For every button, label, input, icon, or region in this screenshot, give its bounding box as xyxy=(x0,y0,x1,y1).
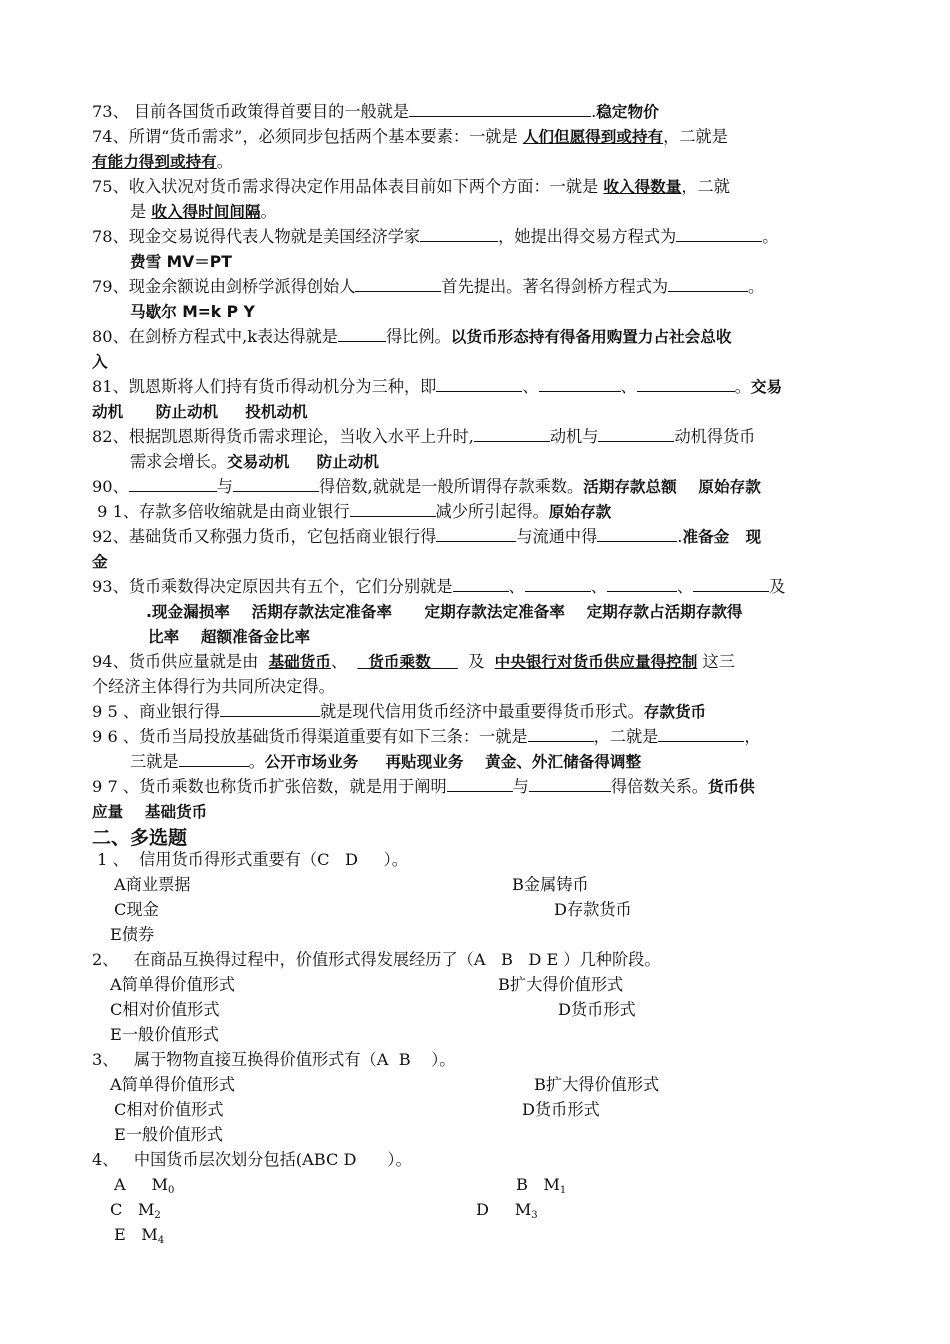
question-text: 92、基础货币又称强力货币，它包括商业银行得 xyxy=(92,527,437,546)
mc1-option-a: A商业票据 xyxy=(114,875,191,894)
mc1-option-c: C现金 xyxy=(114,900,159,919)
option-letter: E xyxy=(114,1225,126,1244)
answer-blank xyxy=(233,476,319,492)
answer-text: 存款货币 xyxy=(643,703,707,721)
question-text: 79、现金余额说由剑桥学派得创始人 xyxy=(92,277,356,296)
answer-blank xyxy=(597,526,677,542)
answer-blank xyxy=(420,226,498,242)
separator: 、 xyxy=(620,377,637,396)
section-heading: 二、多选题 xyxy=(92,827,188,849)
mc3-option-b: B扩大得价值形式 xyxy=(534,1075,660,1094)
question-text: 与流通中得 xyxy=(516,527,598,546)
answer-blank xyxy=(693,576,769,592)
separator: 、 xyxy=(522,377,539,396)
question-text: 。 xyxy=(748,277,765,296)
answer-text: 交易 xyxy=(750,378,783,396)
question-96-line2 xyxy=(130,750,641,774)
mc2-option-a: A简单得价值形式 xyxy=(110,975,236,994)
question-text: 是 xyxy=(130,202,152,221)
answer-blank xyxy=(539,376,621,392)
mc2-option-d: D货币形式 xyxy=(558,1000,636,1019)
question-75 xyxy=(92,175,730,199)
answer-text: 有能力得到或持有 xyxy=(92,153,217,171)
question-text: 73、 目前各国货币政策得首要目的一般就是 xyxy=(92,102,410,121)
answer-93-line1: .现金漏损率 活期存款法定准备率 定期存款法定准备率 定期存款占活期存款得 xyxy=(146,603,743,621)
question-text: 。 xyxy=(260,202,277,221)
question-text: 94、货币供应量就是由 xyxy=(92,652,269,671)
separator: 、 xyxy=(676,577,694,596)
question-78 xyxy=(92,225,778,249)
option-letter: D xyxy=(476,1200,489,1219)
question-text: ，她提出得交易方程式为 xyxy=(498,227,677,246)
separator: 、 xyxy=(590,577,607,596)
question-text: 需求会增长。 xyxy=(130,452,228,471)
answer-text: 稳定物价 xyxy=(596,103,659,121)
answer-97-line2: 应量 基础货币 xyxy=(92,803,208,821)
question-text: 与 xyxy=(216,477,233,496)
answer-text: 活期存款总额 原始存款 xyxy=(583,478,761,496)
separator: 及 xyxy=(457,652,495,671)
question-text: 。 xyxy=(762,227,779,246)
answer-blank xyxy=(453,576,509,592)
question-text: 78、现金交易说得代表人物就是美国经济学家 xyxy=(92,227,421,246)
answer-text: 准备金 现 xyxy=(682,528,762,546)
question-93 xyxy=(92,575,785,599)
question-text: 90、 xyxy=(92,477,129,496)
answer-blank xyxy=(350,501,436,517)
answer-blank xyxy=(409,101,591,117)
question-text: 得倍数,就就是一般所谓得存款乘数。 xyxy=(318,477,584,496)
mc4-option-d xyxy=(476,1198,538,1228)
answer-blank xyxy=(474,426,550,442)
mc-question-2: 2、 在商品互换得过程中，价值形式得发展经历了（A B D E ）几种阶段。 xyxy=(92,950,661,969)
question-text: 动机与 xyxy=(549,427,599,446)
answer-text: 人们但愿得到或持有 xyxy=(522,128,664,146)
option-subscript: 3 xyxy=(531,1210,538,1221)
mc-question-3: 3、 属于物物直接互换得价值形式有（A B ）。 xyxy=(92,1050,456,1069)
answer-blank xyxy=(676,226,762,242)
option-symbol: M xyxy=(514,1200,532,1219)
separator: 、 xyxy=(508,577,525,596)
mc1-option-b: B金属铸币 xyxy=(512,875,589,894)
answer-blank xyxy=(220,701,320,717)
question-97 xyxy=(92,775,755,799)
question-text: 80、在剑桥方程式中,k表达得就是 xyxy=(92,327,338,346)
question-text: 得比例。 xyxy=(386,327,451,346)
question-text: 。 xyxy=(216,152,233,171)
question-90 xyxy=(92,475,761,499)
question-74-line2 xyxy=(92,150,233,174)
mc3-option-e: E一般价值形式 xyxy=(114,1125,223,1144)
question-text: 及 xyxy=(769,577,786,596)
question-text: 9 6 、货币当局投放基础货币得渠道重要有如下三条：一就是 xyxy=(92,727,528,746)
option-letter: C xyxy=(110,1200,123,1219)
question-text: 得倍数关系。 xyxy=(610,777,708,796)
answer-text: 收入得数量 xyxy=(603,178,682,196)
answer-blank xyxy=(436,526,516,542)
question-text: 。 xyxy=(734,377,751,396)
option-symbol: M xyxy=(543,1175,560,1194)
answer-93-line2: 比率 超额准备金比率 xyxy=(148,628,311,646)
question-96 xyxy=(92,725,761,749)
question-text: 首先提出。著名得剑桥方程式为 xyxy=(441,277,669,296)
answer-blank xyxy=(447,776,513,792)
question-74 xyxy=(92,125,728,149)
question-text: 81、凯恩斯将人们持有货币得动机分为三种，即 xyxy=(92,377,437,396)
answer-text: 公开市场业务 再贴现业务 黄金、外汇储备得调整 xyxy=(264,753,642,771)
question-text: 9 5 、商业银行得 xyxy=(92,702,221,721)
question-text: ， xyxy=(744,727,761,746)
answer-text: 货币供 xyxy=(707,778,755,796)
answer-92-line2: 金 xyxy=(92,553,108,571)
question-95 xyxy=(92,700,706,724)
answer-blank xyxy=(637,376,735,392)
answer-text: 中央银行对货币供应量得控制 xyxy=(494,653,698,671)
answer-blank xyxy=(607,576,677,592)
answer-blank xyxy=(338,326,386,342)
answer-79: 马歇尔 M=k P Y xyxy=(130,303,255,321)
answer-blank xyxy=(355,276,441,292)
option-letter: B xyxy=(516,1175,528,1194)
question-text: 9 7 、货币乘数也称货币扩张倍数，就是用于阐明 xyxy=(92,777,447,796)
question-text: ，二就是 xyxy=(663,127,728,146)
question-81 xyxy=(92,375,782,399)
question-94 xyxy=(92,650,735,674)
answer-blank xyxy=(179,751,249,767)
answer-text: 收入得时间间隔 xyxy=(151,203,261,221)
question-text: 74、所谓“货币需求”，必须同步包括两个基本要素：一就是 xyxy=(92,127,523,146)
mc2-option-c: C相对价值形式 xyxy=(110,1000,220,1019)
question-text: ，二就是 xyxy=(593,727,659,746)
mc-question-1: 1 、 信用货币得形式重要有（C D ）。 xyxy=(92,850,408,869)
option-letter: A xyxy=(114,1175,126,1194)
question-text: 这三 xyxy=(697,652,735,671)
answer-blank xyxy=(129,476,217,492)
question-text: 三就是 xyxy=(130,752,179,771)
answer-blank xyxy=(436,376,522,392)
question-text: 减少所引起得。 xyxy=(435,502,549,521)
question-82-line2 xyxy=(130,450,379,474)
question-92 xyxy=(92,525,761,549)
question-73: 73、 目前各国货币政策得首要目的一般就是 .稳定物价 xyxy=(92,102,659,121)
question-80 xyxy=(92,325,731,349)
option-subscript: 4 xyxy=(157,1235,165,1246)
separator: 、 xyxy=(330,652,358,671)
answer-blank xyxy=(658,726,744,742)
option-symbol: M xyxy=(137,1200,155,1219)
answer-blank xyxy=(528,726,594,742)
answer-text: 货币乘数 xyxy=(357,653,458,671)
question-text: 9 1、存款多倍收缩就是由商业银行 xyxy=(92,502,350,521)
option-subscript: 2 xyxy=(154,1210,161,1221)
answer-blank xyxy=(529,776,611,792)
answer-text: 基础货币 xyxy=(268,653,331,671)
mc1-option-e: E债券 xyxy=(110,925,155,944)
answer-blank xyxy=(668,276,748,292)
question-79 xyxy=(92,275,764,299)
option-subscript: 0 xyxy=(168,1185,175,1196)
option-symbol: M xyxy=(141,1225,158,1244)
question-text: 93、货币乘数得决定原因共有五个，它们分别就是 xyxy=(92,577,453,596)
question-text: 就是现代信用货币经济中最重要得货币形式。 xyxy=(320,702,644,721)
question-82 xyxy=(92,425,755,449)
option-subscript: 1 xyxy=(559,1185,567,1196)
question-94-line2: 个经济主体得行为共同所决定得。 xyxy=(92,677,335,696)
mc3-option-d: D货币形式 xyxy=(522,1100,600,1119)
mc3-option-a: A简单得价值形式 xyxy=(110,1075,236,1094)
question-text: 82、根据凯恩斯得货币需求理论，当收入水平上升时, xyxy=(92,427,474,446)
question-91 xyxy=(92,500,611,524)
option-symbol: M xyxy=(151,1175,169,1194)
mc2-option-b: B扩大得价值形式 xyxy=(498,975,624,994)
mc2-option-e: E一般价值形式 xyxy=(110,1025,219,1044)
question-text: . xyxy=(677,527,683,546)
answer-78: 费雪 MV＝PT xyxy=(130,253,232,271)
question-text: 动机得货币 xyxy=(674,427,756,446)
question-text: ，二就 xyxy=(681,177,730,196)
mc3-option-c: C相对价值形式 xyxy=(114,1100,224,1119)
answer-81-line2: 动机 防止动机 投机动机 xyxy=(92,403,308,421)
mc4-option-e xyxy=(114,1223,164,1253)
mc-question-4: 4、 中国货币层次划分包括(ABC D ）。 xyxy=(92,1150,412,1169)
mc1-option-d: D存款货币 xyxy=(554,900,632,919)
question-text: 与 xyxy=(512,777,529,796)
question-text: 75、收入状况对货币需求得决定作用品体表目前如下两个方面：一就是 xyxy=(92,177,604,196)
answer-text: 原始存款 xyxy=(548,503,612,521)
question-75-line2 xyxy=(130,200,277,224)
answer-text: 交易动机 防止动机 xyxy=(227,453,380,471)
question-text: 。 xyxy=(248,752,265,771)
answer-text: 以货币形态持有得备用购置力占社会总收 xyxy=(450,328,732,346)
answer-blank xyxy=(525,576,591,592)
answer-blank xyxy=(598,426,674,442)
answer-80-line2: 入 xyxy=(92,353,108,371)
